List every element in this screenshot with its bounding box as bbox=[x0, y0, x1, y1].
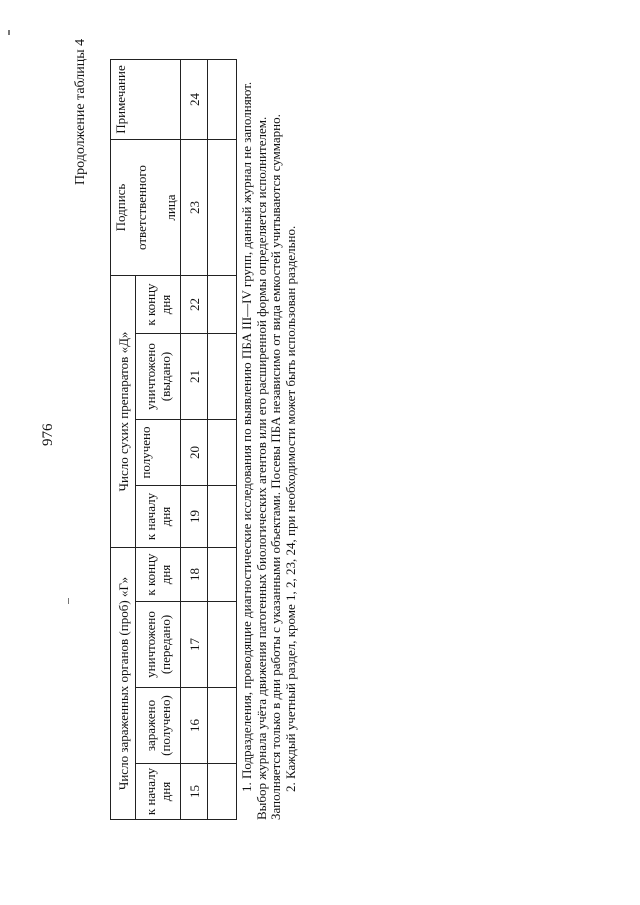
note-header: Примечание bbox=[111, 60, 181, 140]
col-header-g-infected: заражено (получено) bbox=[136, 688, 181, 764]
note-1-line-2: Выбор журнала учёта движения патогенных биологических агентов или его расширенной формы определяется исполнителем. bbox=[253, 116, 269, 820]
table-notes bbox=[239, 81, 298, 820]
note-1-line-1: 1. Подразделения, проводящие диагностические исследования по выявлению ПБА III—IV групп, данный журнал не заполняют. bbox=[239, 81, 254, 792]
col-header-d-received: получено bbox=[136, 420, 181, 486]
signature-line-2: ответственного bbox=[134, 165, 149, 250]
col-header-d-start: к началу дня bbox=[136, 486, 181, 548]
col-number: 22 bbox=[181, 276, 208, 334]
table-continuation-caption: Продолжение таблицы 4 bbox=[73, 38, 88, 185]
col-number: 21 bbox=[181, 334, 208, 420]
signature-line-3: лица bbox=[163, 194, 178, 221]
col-header-d-end: к концу дня bbox=[136, 276, 181, 334]
col-header-g-destroyed: уничтожено (передано) bbox=[136, 602, 181, 688]
col-number: 16 bbox=[181, 688, 208, 764]
col-number: 18 bbox=[181, 548, 208, 602]
col-number: 23 bbox=[181, 140, 208, 276]
col-number: 24 bbox=[181, 60, 208, 140]
col-number: 15 bbox=[181, 764, 208, 820]
note-1-line-3: Заполняется только в дни работы с указанными объектами. Посевы ПБА независимо от вида емкостей учитываются суммарно. bbox=[268, 114, 283, 820]
col-header-g-start: к началу дня bbox=[136, 764, 181, 820]
col-number: 17 bbox=[181, 602, 208, 688]
empty-entry-row bbox=[208, 60, 237, 820]
col-header-g-end: к концу дня bbox=[136, 548, 181, 602]
col-number: 19 bbox=[181, 486, 208, 548]
group-d-header: Число сухих препаратов «Д» bbox=[111, 276, 136, 548]
group-g-header: Число зараженных органов (проб) «Г» bbox=[111, 548, 136, 820]
signature-line-1: Подпись bbox=[113, 183, 128, 232]
col-header-d-destroyed: уничтожено (выдано) bbox=[136, 334, 181, 420]
signature-header bbox=[111, 140, 181, 276]
page-number: 976 bbox=[40, 423, 56, 446]
register-table bbox=[110, 59, 237, 820]
column-number-row bbox=[181, 60, 208, 820]
col-number: 20 bbox=[181, 420, 208, 486]
note-2: 2. Каждый учетный раздел, кроме 1, 2, 23, 24, при необходимости может быть использован раздельно. bbox=[282, 225, 298, 792]
